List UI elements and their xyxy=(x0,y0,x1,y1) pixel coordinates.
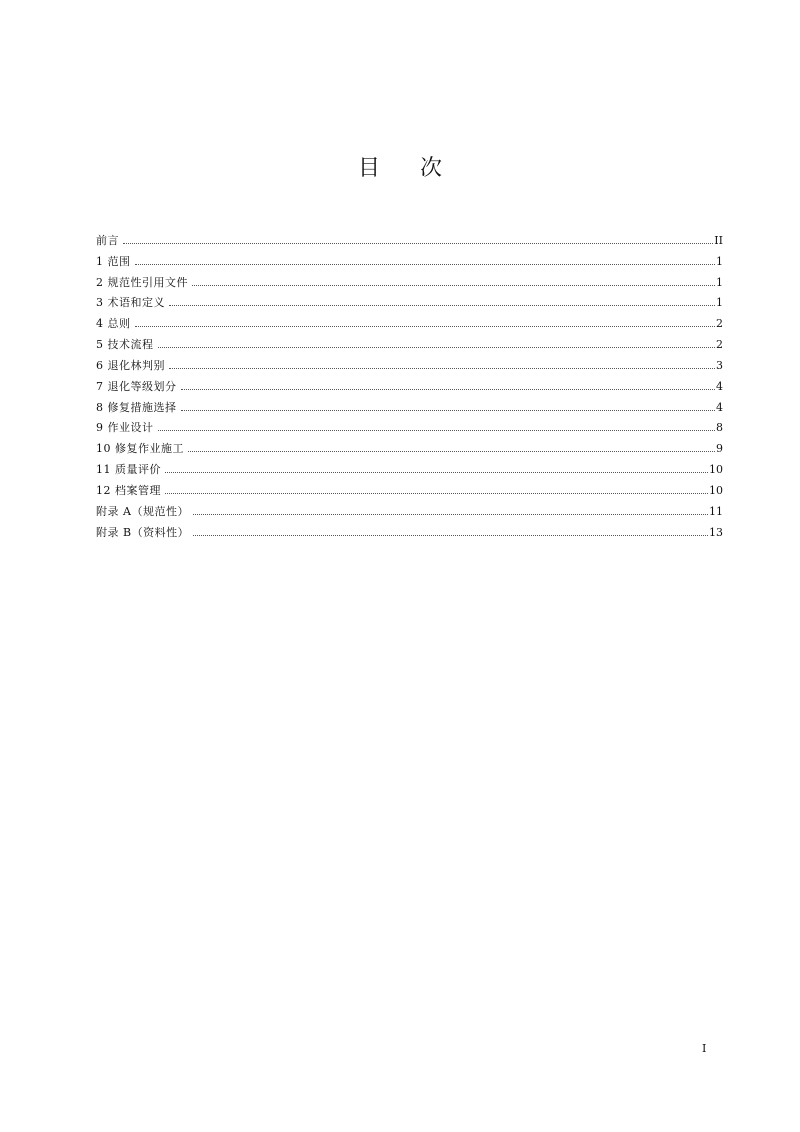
toc-entry-scope[interactable] xyxy=(96,248,723,269)
toc-entry-page: 9 xyxy=(716,442,723,456)
toc-entry-label: 11 质量评价 xyxy=(96,463,161,477)
toc-leader-dots xyxy=(135,325,716,327)
toc-entry-label: 9 作业设计 xyxy=(96,421,154,435)
toc-entry-operation-design[interactable] xyxy=(96,415,723,436)
toc-entry-restoration-measures[interactable] xyxy=(96,394,723,415)
table-of-contents xyxy=(96,227,723,540)
toc-entry-foreword[interactable] xyxy=(96,227,723,248)
toc-entry-normative-references[interactable] xyxy=(96,269,723,290)
toc-entry-label: 3 术语和定义 xyxy=(96,296,165,310)
toc-entry-page: 1 xyxy=(716,254,723,268)
toc-entry-degraded-forest-identification[interactable] xyxy=(96,352,723,373)
toc-entry-page: 1 xyxy=(716,275,723,289)
toc-leader-dots xyxy=(193,513,708,515)
toc-entry-appendix-b[interactable] xyxy=(96,519,723,540)
toc-leader-dots xyxy=(165,471,708,473)
toc-leader-dots xyxy=(135,263,716,265)
toc-entry-page: 4 xyxy=(716,379,723,393)
toc-entry-page: II xyxy=(714,233,723,247)
toc-leader-dots xyxy=(169,304,715,306)
toc-leader-dots xyxy=(193,534,708,536)
toc-entry-label: 10 修复作业施工 xyxy=(96,442,184,456)
toc-leader-dots xyxy=(188,450,715,452)
toc-entry-page: 11 xyxy=(709,504,723,518)
toc-entry-page: 10 xyxy=(709,483,723,497)
toc-leader-dots xyxy=(181,409,716,411)
toc-leader-dots xyxy=(165,492,708,494)
toc-leader-dots xyxy=(192,284,715,286)
toc-entry-page: 2 xyxy=(716,317,723,331)
toc-entry-page: 1 xyxy=(716,296,723,310)
title-part-2: 次 xyxy=(420,156,443,181)
toc-leader-dots xyxy=(158,429,716,431)
toc-entry-label: 7 退化等级划分 xyxy=(96,379,177,393)
toc-entry-label: 5 技术流程 xyxy=(96,338,154,352)
toc-entry-label: 1 范围 xyxy=(96,254,131,268)
toc-entry-restoration-construction[interactable] xyxy=(96,435,723,456)
toc-entry-label: 6 退化林判别 xyxy=(96,358,165,372)
toc-entry-page: 3 xyxy=(716,358,723,372)
toc-entry-label: 2 规范性引用文件 xyxy=(96,275,188,289)
page-title xyxy=(0,154,800,184)
toc-entry-archive-management[interactable] xyxy=(96,477,723,498)
toc-entry-label: 8 修复措施选择 xyxy=(96,400,177,414)
toc-entry-terms-definitions[interactable] xyxy=(96,290,723,311)
toc-entry-label: 附录 B（资料性） xyxy=(96,525,190,539)
toc-entry-page: 10 xyxy=(709,463,723,477)
toc-entry-appendix-a[interactable] xyxy=(96,498,723,519)
toc-leader-dots xyxy=(181,388,716,390)
toc-leader-dots xyxy=(169,367,715,369)
toc-leader-dots xyxy=(123,242,713,244)
toc-entry-page: 4 xyxy=(716,400,723,414)
toc-entry-label: 4 总则 xyxy=(96,317,131,331)
toc-entry-page: 13 xyxy=(709,525,723,539)
title-part-1: 目 xyxy=(357,156,380,181)
toc-leader-dots xyxy=(158,346,716,348)
toc-entry-degradation-grading[interactable] xyxy=(96,373,723,394)
toc-entry-label: 12 档案管理 xyxy=(96,483,161,497)
toc-entry-general[interactable] xyxy=(96,310,723,331)
toc-entry-technical-process[interactable] xyxy=(96,331,723,352)
toc-entry-page: 2 xyxy=(716,338,723,352)
toc-entry-page: 8 xyxy=(716,421,723,435)
page-number: I xyxy=(702,1042,707,1055)
toc-entry-label: 附录 A（规范性） xyxy=(96,504,189,518)
toc-entry-quality-evaluation[interactable] xyxy=(96,456,723,477)
toc-entry-label: 前言 xyxy=(96,233,119,247)
